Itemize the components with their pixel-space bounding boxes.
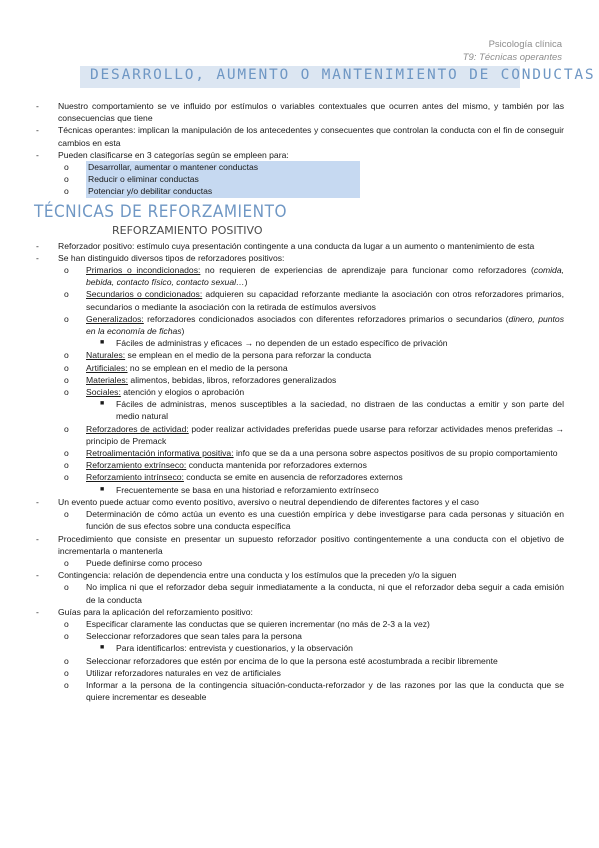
item-text: Técnicas operantes: implican la manipulación de los antecedentes y consecuentes que controlan la conducta con el fin de conseguir cambios en esta xyxy=(58,125,564,148)
item-text: Informar a la persona de la contingencia situación-conducta-reforzador y de las razones por las que la conducta que se quiere incrementar es deseable xyxy=(86,679,564,703)
item-text: Un evento puede actuar como evento positivo, aversivo o neutral dependiendo de diferentes factores y el caso xyxy=(58,496,479,507)
reinforcer-type xyxy=(34,423,564,447)
highlighted-category: Desarrollar, aumentar o mantener conductas xyxy=(86,161,360,173)
square-bullet: ■ xyxy=(100,400,105,408)
section-title: TÉCNICAS DE REFORZAMIENTO xyxy=(34,201,287,222)
circle-bullet: o xyxy=(64,313,69,324)
highlighted-category: Potenciar y/o debilitar conductas xyxy=(86,185,360,197)
square-bullet: ■ xyxy=(100,339,105,347)
definition: info que se da a una persona sobre aspectos positivos de su propio comportamiento xyxy=(233,448,558,459)
sub-item xyxy=(34,398,564,422)
definition: conducta mantenida por reforzadores externos xyxy=(186,460,367,471)
dash-bullet: - xyxy=(36,252,39,263)
guideline-item xyxy=(34,655,564,667)
guideline-item xyxy=(34,679,564,703)
definition: conducta se emite en ausencia de reforzadores externos xyxy=(183,472,403,483)
circle-bullet: o xyxy=(64,557,69,568)
example: comida, bebida, contacto físico, contacto sexual… xyxy=(86,265,564,288)
item-text: Fáciles de administras y eficaces → no dependen de un estado específico de privación xyxy=(116,338,448,349)
item-text: Pueden clasificarse en 3 categorías según se empleen para: xyxy=(58,149,289,160)
circle-bullet: o xyxy=(64,423,69,434)
term: Generalizados: xyxy=(86,313,144,324)
dash-bullet: - xyxy=(36,149,39,160)
item-text: No implica ni que el reforzador deba seguir inmediatamente a la conducta, ni que el reforzador deba seguir a cada emisión de la conducta xyxy=(86,582,564,605)
item-text: Especificar claramente las conductas que se quieren incrementar (no más de 2-3 a la vez) xyxy=(86,618,430,629)
term: Retroalimentación informativa positiva: xyxy=(86,448,234,459)
item-text: Frecuentemente se basa en una historiad e reforzamiento extrínseco xyxy=(116,484,379,495)
page-header xyxy=(463,38,562,64)
definition: poder realizar actividades preferidas puede usarse para reforzar actividades menos preferidas → principio de Premack xyxy=(86,423,564,446)
reinforcer-type xyxy=(34,386,564,398)
circle-bullet: o xyxy=(64,174,69,185)
circle-bullet: o xyxy=(64,631,69,642)
list-item xyxy=(34,124,564,148)
reinforcer-type xyxy=(34,447,564,459)
item-text: Nuestro comportamiento se ve influido por estímulos o variables contextuales que ocurren antes del mismo, y también por las consecuencias que tiene xyxy=(58,101,564,124)
sub-item xyxy=(34,337,564,349)
circle-bullet: o xyxy=(64,655,69,666)
definition: reforzadores condicionados asociados con diferentes reforzadores primarios o secundarios ( xyxy=(143,313,509,324)
dash-bullet: - xyxy=(36,570,39,581)
list-item xyxy=(34,149,564,161)
circle-bullet: o xyxy=(64,387,69,398)
circle-bullet: o xyxy=(64,374,69,385)
dash-bullet: - xyxy=(36,125,39,136)
circle-bullet: o xyxy=(64,582,69,593)
guideline-item xyxy=(34,667,564,679)
list-item xyxy=(34,100,564,124)
reinforcer-type xyxy=(34,264,564,288)
item-text: Determinación de cómo actúa un evento es una cuestión empírica y debe investigarse para cada personas y situación en función de sus efectos sobre una conducta específica xyxy=(86,509,564,532)
circle-bullet: o xyxy=(64,162,69,173)
circle-bullet: o xyxy=(64,618,69,629)
item-text: Puede definirse como proceso xyxy=(86,557,203,568)
item-text: Guías para la aplicación del reforzamiento positivo: xyxy=(58,606,253,617)
highlighted-category: Reducir o eliminar conductas xyxy=(86,173,360,185)
document-body xyxy=(34,100,564,703)
guideline-item xyxy=(34,618,564,630)
list-item xyxy=(34,569,564,581)
dash-bullet: - xyxy=(36,533,39,544)
list-item xyxy=(34,252,564,264)
item-text: Utilizar reforzadores naturales en vez de artificiales xyxy=(86,667,281,678)
reinforcer-type xyxy=(34,288,564,312)
term: Primarios o incondicionados: xyxy=(86,265,201,276)
paren: ) xyxy=(181,326,185,337)
item-text: Procedimiento que consiste en presentar un supuesto reforzador positivo contingentemente a una conducta con el objetivo de incrementarla o mantenerla xyxy=(58,533,564,556)
banner-title: DESARROLLO, AUMENTO O MANTENIMIENTO DE CONDUCTAS xyxy=(90,67,596,83)
guideline-item xyxy=(34,630,564,642)
definition: alimentos, bebidas, libros, reforzadores generalizados xyxy=(128,374,337,385)
topic-name: T9: Técnicas operantes xyxy=(462,52,562,63)
term: Reforzadores de actividad: xyxy=(86,423,189,434)
item-text: Seleccionar reforzadores que sean tales para la persona xyxy=(86,631,302,642)
dash-bullet: - xyxy=(36,496,39,507)
list-item xyxy=(34,496,564,508)
term: Reforzamiento intrínseco: xyxy=(86,472,184,483)
definition: no se emplean en el medio de la persona xyxy=(127,362,288,373)
sub-item xyxy=(34,557,564,569)
item-text: Se han distinguido diversos tipos de reforzadores positivos: xyxy=(58,252,285,263)
subsection-title: REFORZAMIENTO POSITIVO xyxy=(112,223,263,237)
category-item xyxy=(34,185,564,197)
item-text: Para identificarlos: entrevista y cuestionarios, y la observación xyxy=(116,643,353,654)
circle-bullet: o xyxy=(64,509,69,520)
square-bullet: ■ xyxy=(100,644,105,652)
sub-item xyxy=(34,508,564,532)
dash-bullet: - xyxy=(36,606,39,617)
term: Secundarios o condicionados: xyxy=(86,289,203,300)
sub-item xyxy=(34,581,564,605)
definition: no requieren de experiencias de aprendizaje para funcionar como reforzadores ( xyxy=(200,265,534,276)
item-text: Contingencia: relación de dependencia entre una conducta y los estímulos que la preceden y/o la siguen xyxy=(58,570,457,581)
list-item xyxy=(34,533,564,557)
item-text: Fáciles de administras, menos susceptibles a la saciedad, no distraen de las conductas a emitir y son parte del medio natural xyxy=(116,399,564,422)
reinforcer-type xyxy=(34,349,564,361)
term: Reforzamiento extrínseco: xyxy=(86,460,187,471)
sub-item xyxy=(34,642,564,654)
reinforcer-type xyxy=(34,374,564,386)
sub-item xyxy=(34,484,564,496)
term: Sociales: xyxy=(86,387,121,398)
list-item xyxy=(34,240,564,252)
course-name: Psicología clínica xyxy=(488,39,562,50)
circle-bullet: o xyxy=(64,186,69,197)
dash-bullet: - xyxy=(36,240,39,251)
reinforcer-type xyxy=(34,313,564,337)
paren: ) xyxy=(244,277,248,288)
category-item xyxy=(34,161,564,173)
definition: adquieren su capacidad reforzante mediante la asociación con otros reforzadores primarios, secundarios o mediante la asociación con la retirada de estímulos aversivos xyxy=(86,289,564,312)
term: Naturales: xyxy=(86,350,126,361)
list-item xyxy=(34,606,564,618)
square-bullet: ■ xyxy=(100,485,105,493)
item-text: Reforzador positivo: estímulo cuya presentación contingente a una conducta da lugar a un aumento o mantenimiento de esta xyxy=(58,240,535,251)
reinforcer-type xyxy=(34,471,564,483)
circle-bullet: o xyxy=(64,448,69,459)
dash-bullet: - xyxy=(36,101,39,111)
circle-bullet: o xyxy=(64,460,69,471)
category-item xyxy=(34,173,564,185)
circle-bullet: o xyxy=(64,472,69,483)
circle-bullet: o xyxy=(64,362,69,373)
circle-bullet: o xyxy=(64,679,69,690)
term: Materiales: xyxy=(86,374,129,385)
definition: atención y elogios o aprobación xyxy=(120,387,245,398)
reinforcer-type xyxy=(34,459,564,471)
reinforcer-type xyxy=(34,362,564,374)
term: Artificiales: xyxy=(86,362,128,373)
definition: se emplean en el medio de la persona para reforzar la conducta xyxy=(125,350,372,361)
item-text: Seleccionar reforzadores que estén por encima de lo que la persona esté acostumbrada a recibir libremente xyxy=(86,655,498,666)
example: dinero, puntos en la economía de fichas xyxy=(86,313,564,337)
circle-bullet: o xyxy=(64,667,69,678)
circle-bullet: o xyxy=(64,289,69,300)
circle-bullet: o xyxy=(64,350,69,361)
circle-bullet: o xyxy=(64,265,69,276)
